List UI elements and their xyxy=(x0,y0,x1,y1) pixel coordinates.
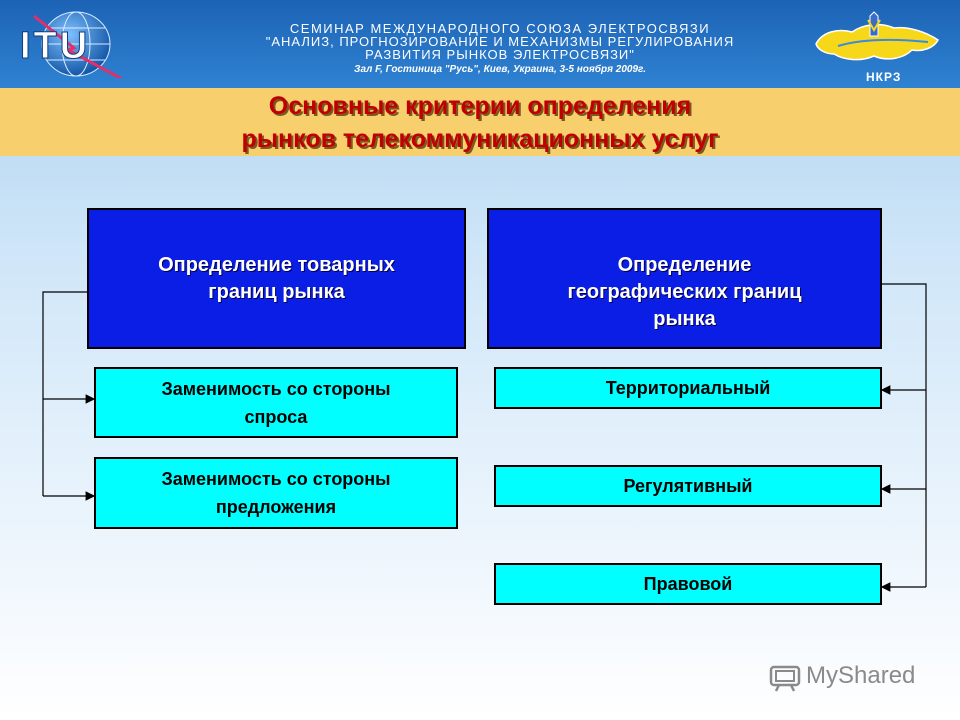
demand-substitutability-line-1: Заменимость со стороны xyxy=(161,378,391,399)
itu-logo xyxy=(14,8,164,78)
nkrz-logo xyxy=(808,10,948,85)
product-boundaries-box xyxy=(87,208,466,349)
title-line-2: рынков телекоммуникационных услуг xyxy=(241,125,719,153)
legal-box xyxy=(494,563,882,605)
nkrz-label: НКРЗ xyxy=(866,70,902,84)
regulatory-label: Регулятивный xyxy=(623,476,753,496)
product-boundaries-line-2: границ рынка xyxy=(208,281,345,303)
territorial-box xyxy=(494,367,882,409)
demand-substitutability-box xyxy=(94,367,458,438)
ukraine-map-icon xyxy=(808,10,948,70)
myshared-watermark xyxy=(768,656,948,696)
right-bracket-line xyxy=(881,284,926,587)
product-boundaries-line-1: Определение товарных xyxy=(158,254,395,276)
slide-title xyxy=(0,90,960,156)
seminar-venue: Зал F, Гостиница "Русь", Киев, Украина, 3-5 ноября 2009г. xyxy=(354,64,646,75)
supply-substitutability-line-2: предложения xyxy=(215,497,337,517)
globe-icon xyxy=(14,8,164,78)
left-bracket-line xyxy=(43,292,87,496)
geographic-boundaries-line-1: Определение xyxy=(617,254,752,276)
geographic-boundaries-line-3: рынка xyxy=(653,308,716,330)
regulatory-box xyxy=(494,465,882,507)
itu-logo-text: ITU xyxy=(20,25,91,67)
seminar-info xyxy=(180,22,820,77)
demand-substitutability-line-2: спроса xyxy=(244,406,308,427)
projector-icon xyxy=(768,659,802,693)
seminar-line-2: "АНАЛИЗ, ПРОГНОЗИРОВАНИЕ И МЕХАНИЗМЫ РЕГУЛИРОВАНИЯ xyxy=(265,34,735,49)
geographic-boundaries-box xyxy=(487,208,882,349)
supply-substitutability-line-1: Заменимость со стороны xyxy=(161,469,391,489)
title-line-1: Основные критерии определения xyxy=(268,92,692,120)
geographic-boundaries-line-2: географических границ xyxy=(567,281,802,303)
supply-substitutability-box xyxy=(94,457,458,529)
header-banner xyxy=(0,0,960,88)
territorial-label: Территориальный xyxy=(605,378,771,398)
watermark-text: MyShared xyxy=(806,662,916,689)
seminar-line-1: СЕМИНАР МЕЖДУНАРОДНОГО СОЮЗА ЭЛЕКТРОСВЯЗИ xyxy=(289,21,711,36)
legal-label: Правовой xyxy=(643,574,733,594)
seminar-line-3: РАЗВИТИЯ РЫНКОВ ЭЛЕКТРОСВЯЗИ" xyxy=(365,47,635,62)
